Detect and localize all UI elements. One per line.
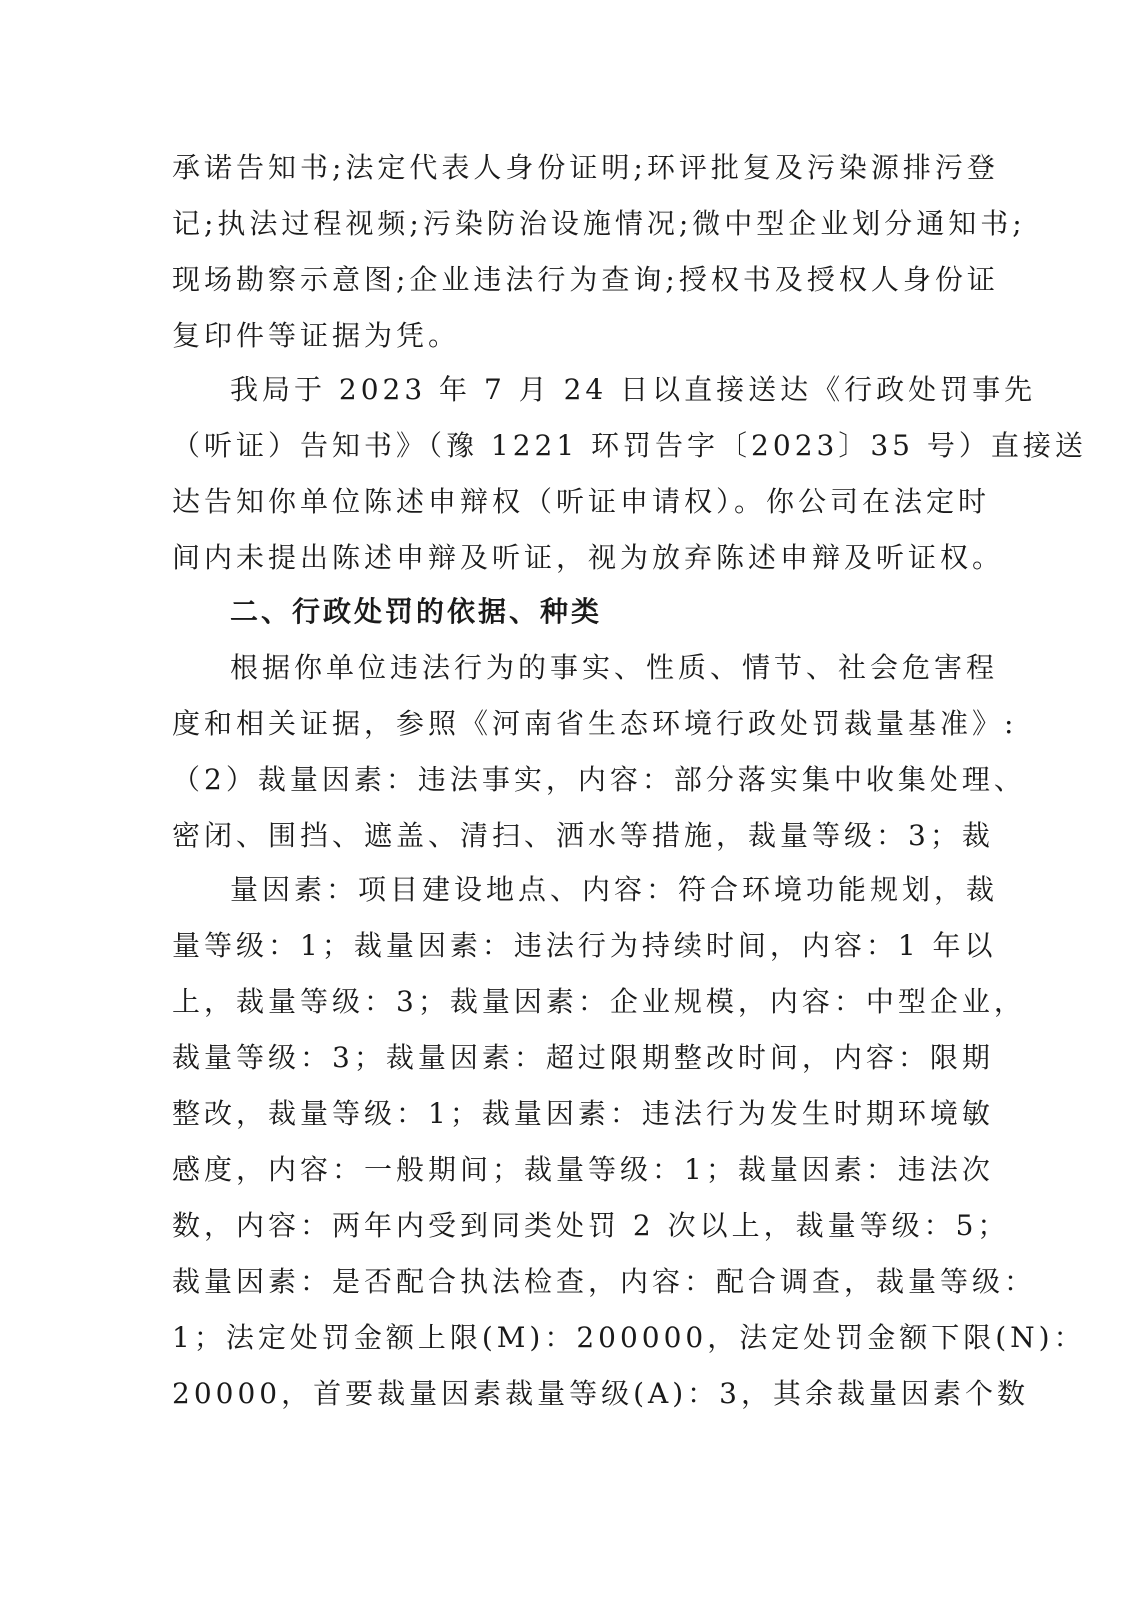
paragraph-line: 量因素：项目建设地点、内容：符合环境功能规划，裁 — [230, 873, 999, 906]
paragraph-line: 密闭、围挡、遮盖、清扫、洒水等措施，裁量等级：3；裁 — [172, 819, 994, 852]
paragraph-line: 间内未提出陈述申辩及听证，视为放弃陈述申辩及听证权。 — [172, 541, 1005, 574]
paragraph-line: 根据你单位违法行为的事实、性质、情节、社会危害程 — [230, 651, 999, 684]
paragraph-line: 整改，裁量等级：1；裁量因素：违法行为发生时期环境敏 — [172, 1097, 994, 1130]
paragraph-line: 感度，内容：一般期间；裁量等级：1；裁量因素：违法次 — [172, 1153, 994, 1186]
paragraph-line: 记;执法过程视频;污染防治设施情况;微中型企业划分通知书; — [172, 207, 1026, 240]
paragraph-line: 量等级：1；裁量因素：违法行为持续时间，内容：1 年以 — [172, 929, 997, 962]
paragraph-line: 我局于 2023 年 7 月 24 日以直接送达《行政处罚事先 — [230, 373, 1037, 406]
paragraph-line: 20000，首要裁量因素裁量等级(A)：3，其余裁量因素个数 — [172, 1377, 1029, 1410]
paragraph-line: （2）裁量因素：违法事实，内容：部分落实集中收集处理、 — [172, 763, 1026, 796]
paragraph-line: 数，内容：两年内受到同类处罚 2 次以上，裁量等级：5； — [172, 1209, 1010, 1242]
paragraph-line: 复印件等证据为凭。 — [172, 319, 461, 352]
paragraph-line: 达告知你单位陈述申辩权（听证申请权）。你公司在法定时 — [172, 485, 991, 518]
paragraph-line: 裁量等级：3；裁量因素：超过限期整改时间，内容：限期 — [172, 1041, 994, 1074]
paragraph-line: 度和相关证据，参照《河南省生态环境行政处罚裁量基准》: — [172, 707, 1018, 740]
paragraph-line: 上，裁量等级：3；裁量因素：企业规模，内容：中型企业， — [172, 985, 1026, 1018]
paragraph-line: 现场勘察示意图;企业违法行为查询;授权书及授权人身份证 — [172, 263, 999, 296]
paragraph-line: 裁量因素：是否配合执法检查，内容：配合调查，裁量等级： — [172, 1265, 1037, 1298]
paragraph-line: 1；法定处罚金额上限(M)：200000，法定处罚金额下限(N)： — [172, 1321, 1086, 1354]
section-heading: 二、行政处罚的依据、种类 — [230, 595, 603, 628]
paragraph-line: （听证）告知书》（豫 1221 环罚告字〔2023〕35 号）直接送 — [172, 429, 1087, 462]
paragraph-line: 承诺告知书;法定代表人身份证明;环评批复及污染源排污登 — [172, 151, 999, 184]
